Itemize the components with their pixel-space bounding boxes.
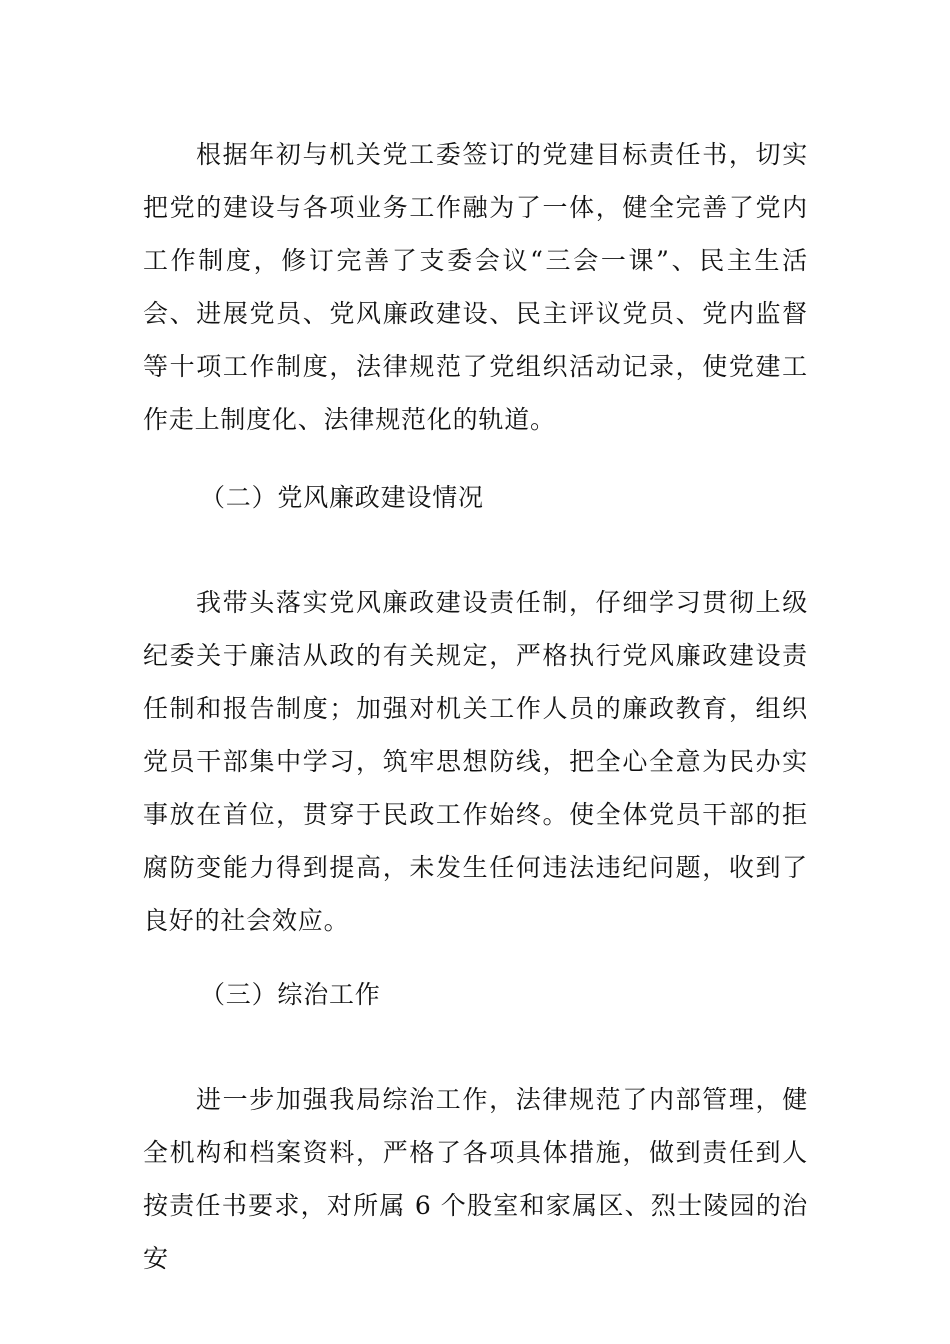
paragraph-integrity: 我带头落实党风廉政建设责任制，仔细学习贯彻上级纪委关于廉洁从政的有关规定，严格执行党风廉政建设责任制和报告制度；加强对机关工作人员的廉政教育，组织党员干部集中学习，筑牢思想防线，把全心全意为民办实事放在首位，贯穿于民政工作始终。使全体党员干部的拒腐防变能力得到提高，未发生任何违法违纪问题，收到了良好的社会效应。 <box>143 588 808 935</box>
paragraph-comprehensive-governance: 进一步加强我局综治工作，法律规范了内部管理，健全机构和档案资料，严格了各项具体措施，做到责任到人按责任书要求，对所属 6 个股室和家属区、烈士陵园的治安 <box>143 1085 808 1273</box>
section-heading-integrity: （二）党风廉政建设情况 <box>200 483 484 512</box>
section-heading-comprehensive-governance: （三）综治工作 <box>200 980 381 1009</box>
paragraph-party-building: 根据年初与机关党工委签订的党建目标责任书，切实把党的建设与各项业务工作融为了一体，健全完善了党内工作制度，修订完善了支委会议“三会一课”、民主生活会、进展党员、党风廉政建设、民主评议党员、党内监督等十项工作制度，法律规范了党组织活动记录，使党建工作走上制度化、法律规范化的轨道。 <box>143 140 808 434</box>
